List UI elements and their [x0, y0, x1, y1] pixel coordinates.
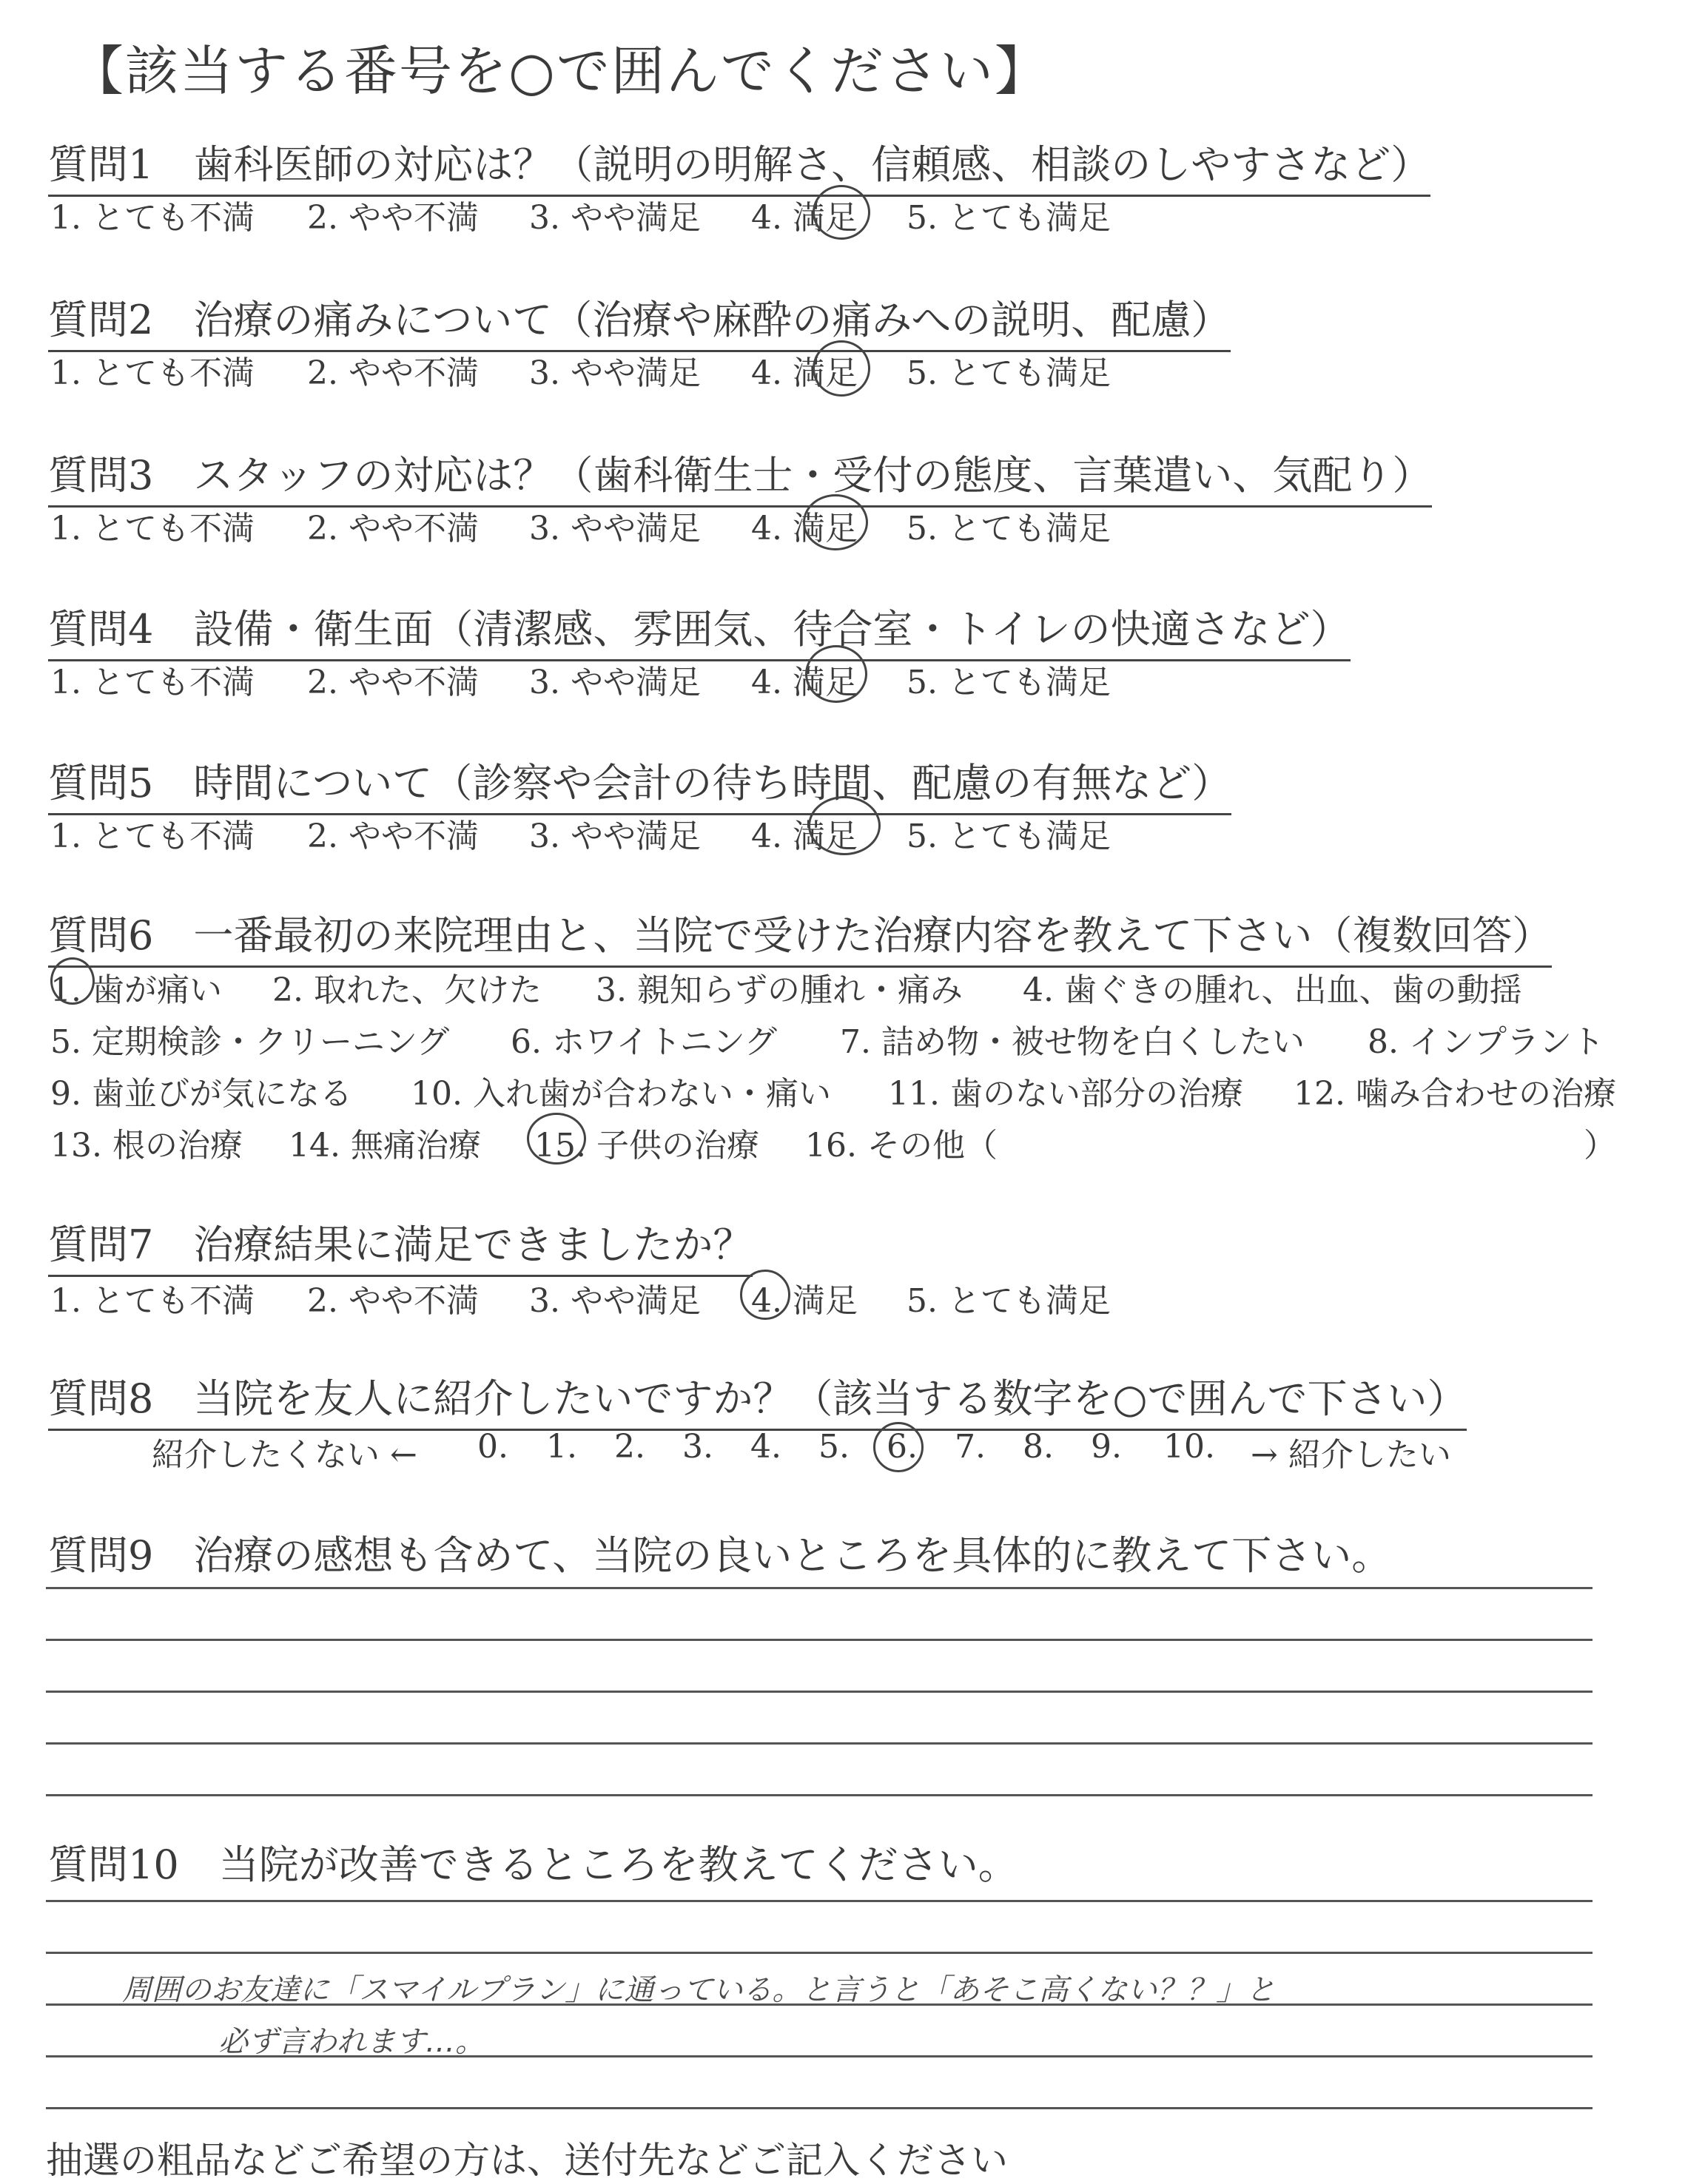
q6-option-13[interactable]: 13. 根の治療 [50, 1127, 243, 1165]
q9-answer-line-4[interactable] [46, 1742, 1593, 1745]
q3-option-5[interactable]: 5. とても満足 [907, 510, 1111, 547]
q4-option-5[interactable]: 5. とても満足 [907, 664, 1111, 701]
q5-option-4[interactable]: 4. 満足 [751, 818, 858, 855]
q7-selected-circle [740, 1270, 790, 1320]
q8-score-6[interactable]: 6. [887, 1428, 918, 1466]
q2-option-4[interactable]: 4. 満足 [751, 354, 858, 392]
q8-right-label: → 紹介したい [1251, 1436, 1451, 1474]
q1-option-5[interactable]: 5. とても満足 [907, 199, 1111, 237]
q8-score-4[interactable]: 4. [750, 1428, 781, 1466]
q2-selected-circle [813, 340, 870, 397]
q8-score-9[interactable]: 9. [1091, 1428, 1122, 1466]
q3-option-3[interactable]: 3. やや満足 [529, 510, 701, 547]
q6-option-6[interactable]: 6. ホワイトニング [511, 1023, 778, 1061]
q8-score-0[interactable]: 0. [477, 1428, 508, 1466]
q10-answer-line-1[interactable] [46, 1900, 1593, 1902]
q8-score-10[interactable]: 10. [1163, 1428, 1215, 1466]
q2-label: 質問2 治療の痛みについて（治療や麻酔の痛みへの説明、配慮） [48, 289, 1231, 352]
q5-option-1[interactable]: 1. とても不満 [50, 818, 255, 855]
q9-label: 質問9 治療の感想も含めて、当院の良いところを具体的に教えて下さい。 [48, 1532, 1392, 1579]
q1-label: 質問1 歯科医師の対応は？（説明の明解さ、信頼感、相談のしやすさなど） [48, 133, 1430, 197]
q1-option-2[interactable]: 2. やや不満 [307, 199, 479, 237]
q4-label: 質問4 設備・衛生面（清潔感、雰囲気、待合室・トイレの快適さなど） [48, 598, 1351, 661]
q4-option-2[interactable]: 2. やや不満 [307, 664, 479, 701]
q8-score-1[interactable]: 1. [546, 1428, 577, 1466]
q8-selected-circle [873, 1422, 924, 1472]
q2-option-3[interactable]: 3. やや満足 [529, 354, 701, 392]
q7-option-4[interactable]: 4. 満足 [751, 1282, 858, 1320]
q8-score-5[interactable]: 5. [818, 1428, 850, 1466]
q3-option-4[interactable]: 4. 満足 [751, 510, 858, 547]
q7-option-1[interactable]: 1. とても不満 [50, 1282, 255, 1320]
q3-option-1[interactable]: 1. とても不満 [50, 510, 255, 547]
q6-option-12[interactable]: 12. 噛み合わせの治療 [1294, 1075, 1616, 1113]
q1-selected-circle [813, 185, 870, 240]
q6-option-2[interactable]: 2. 取れた、欠けた [272, 971, 542, 1009]
q5-option-5[interactable]: 5. とても満足 [907, 818, 1111, 855]
q8-left-label: 紹介したくない ← [152, 1436, 417, 1474]
q7-option-5[interactable]: 5. とても満足 [907, 1282, 1111, 1320]
q4-option-3[interactable]: 3. やや満足 [529, 664, 701, 701]
q6-option-8[interactable]: 8. インプラント [1368, 1023, 1604, 1061]
q8-score-8[interactable]: 8. [1023, 1428, 1054, 1466]
q1-option-3[interactable]: 3. やや満足 [529, 199, 701, 237]
q9-answer-line-3[interactable] [46, 1691, 1593, 1693]
q10-answer-line-5[interactable] [46, 2107, 1593, 2109]
q1-option-1[interactable]: 1. とても不満 [50, 199, 255, 237]
q9-answer-line-5[interactable] [46, 1794, 1593, 1796]
q10-label: 質問10 当院が改善できるところを教えてください。 [48, 1841, 1018, 1888]
q3-option-2[interactable]: 2. やや不満 [307, 510, 479, 547]
q6-selected-circle-1 [50, 957, 95, 1005]
q6-other-close-paren: ） [1584, 1127, 1616, 1165]
q8-score-3[interactable]: 3. [682, 1428, 713, 1466]
page-title: 【該当する番号を○で囲んでください】 [70, 40, 1049, 102]
q6-option-16[interactable]: 16. その他（ [805, 1127, 998, 1165]
q6-option-14[interactable]: 14. 無痛治療 [289, 1127, 481, 1165]
q10-answer-line-2[interactable] [46, 1952, 1593, 1954]
q2-option-5[interactable]: 5. とても満足 [907, 354, 1111, 392]
q6-option-5[interactable]: 5. 定期検診・クリーニング [50, 1023, 450, 1061]
q5-option-2[interactable]: 2. やや不満 [307, 818, 479, 855]
q7-label: 質問7 治療結果に満足できましたか？ [48, 1213, 753, 1277]
q10-handwritten-answer-line-2: 必ず言われます…。 [218, 2025, 485, 2059]
q6-option-11[interactable]: 11. 歯のない部分の治療 [888, 1075, 1243, 1113]
q7-option-2[interactable]: 2. やや不満 [307, 1282, 479, 1320]
q9-answer-line-1[interactable] [46, 1587, 1593, 1589]
q4-selected-circle [805, 645, 867, 703]
q6-selected-circle-15 [527, 1113, 586, 1165]
q9-answer-line-2[interactable] [46, 1639, 1593, 1641]
q3-label: 質問3 スタッフの対応は？（歯科衛生士・受付の態度、言葉遣い、気配り） [48, 444, 1432, 508]
q3-selected-circle [803, 494, 868, 550]
q10-handwritten-answer-line-1: 周囲のお友達に「スマイルプラン」に通っている。と言うと「あそこ高くない？？」と [122, 1973, 1276, 2007]
q5-option-3[interactable]: 3. やや満足 [529, 818, 701, 855]
q6-option-9[interactable]: 9. 歯並びが気になる [50, 1075, 352, 1113]
q4-option-4[interactable]: 4. 満足 [751, 664, 858, 701]
footer-note: 抽選の粗品などご希望の方は、送付先などご記入ください [46, 2139, 1008, 2182]
q6-label: 質問6 一番最初の来院理由と、当院で受けた治療内容を教えて下さい（複数回答） [48, 904, 1552, 968]
q2-option-2[interactable]: 2. やや不満 [307, 354, 479, 392]
q6-option-3[interactable]: 3. 親知らずの腫れ・痛み [596, 971, 963, 1009]
q6-option-1[interactable]: 1. 歯が痛い [50, 971, 222, 1009]
q8-label: 質問8 当院を友人に紹介したいですか？（該当する数字を○で囲んで下さい） [48, 1367, 1467, 1431]
q8-score-2[interactable]: 2. [614, 1428, 645, 1466]
q5-label: 質問5 時間について（診察や会計の待ち時間、配慮の有無など） [48, 752, 1231, 815]
q8-score-7[interactable]: 7. [955, 1428, 986, 1466]
q6-option-4[interactable]: 4. 歯ぐきの腫れ、出血、歯の動揺 [1023, 971, 1522, 1009]
q5-selected-circle [808, 796, 881, 855]
q7-option-3[interactable]: 3. やや満足 [529, 1282, 701, 1320]
q4-option-1[interactable]: 1. とても不満 [50, 664, 255, 701]
q6-option-15[interactable]: 15. 子供の治療 [534, 1127, 759, 1165]
q2-option-1[interactable]: 1. とても不満 [50, 354, 255, 392]
q1-option-4[interactable]: 4. 満足 [751, 199, 858, 237]
q6-option-7[interactable]: 7. 詰め物・被せ物を白くしたい [840, 1023, 1305, 1061]
q6-option-10[interactable]: 10. 入れ歯が合わない・痛い [411, 1075, 831, 1113]
